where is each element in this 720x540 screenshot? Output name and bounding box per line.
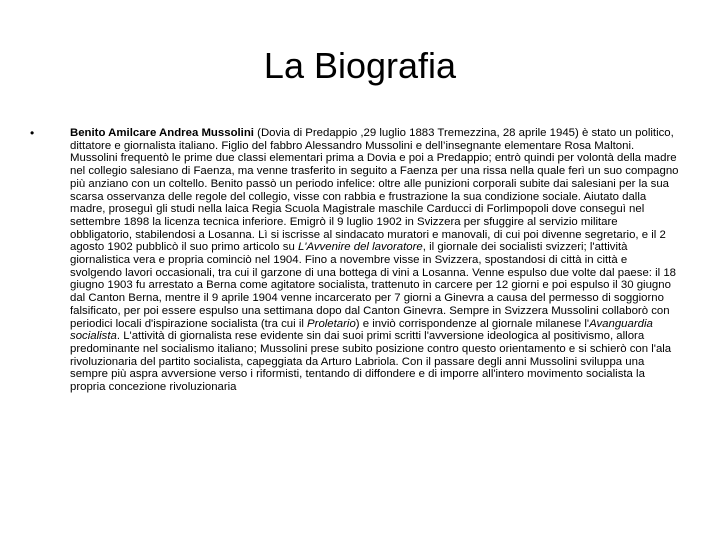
slide-title: La Biografia xyxy=(263,45,457,86)
newspaper-title-avanguardia: Avanguardia socialista xyxy=(70,317,653,343)
paragraph-text-1: (Dovia di Predappio ,29 luglio 1883 Tremezzina, 28 aprile 1945) è stato un politico, dittatore e giornalista italiano. Figlio del fabbro Alessandro Mussolini e dell’insegnante elementare Rosa Maltoni. Mussolini frequentò le prime due classi elementari prima a Dovia e poi a Predappio; entrò quindi per volontà della madre nel collegio salesiano di Faenza, ma venne trasferito in seguito a Faenza per una rissa nella quale ferì un suo compagno più anziano con un coltello. Benito passò un periodo infelice: oltre alle punizioni corporali subite dai salesiani per la sua scarsa osservanza delle regole del collegio, visse con rabbia e frustrazione la sua condizione sociale. Aiutato dalla madre, proseguì gli studi nella laica Regia Scuola Magistrale maschile Carducci di Forlimpopoli dove conseguì nel settembre 1898 la licenza tecnica inferiore. Emigrò il 9 luglio 1902 in Svizzera per sfuggire al servizio militare obbligatorio, stabilendosi a Losanna. Lì si iscrisse al sindacato muratori e manovali, di cui poi divenne segretario, e il 2 agosto 1902 pubblicò il suo primo articolo su xyxy=(70,127,679,254)
biography-paragraph xyxy=(70,127,682,394)
subject-name: Benito Amilcare Andrea Mussolini xyxy=(70,127,254,139)
paragraph-text-2: , il giornale dei socialisti svizzeri; l'attività giornalistica vera e propria cominciò nel 1904. Fino a novembre visse in Svizzera, spostandosi di città in città e svolgendo lavori occasionali, tra cui il garzone di una bottega di vini a Losanna. Venne espulso due volte dal paese: il 18 giugno 1903 fu arrestato a Berna come agitatore socialista, trattenuto in carcere per 12 giorni e poi espulso il 30 giugno dal Canton Berna, mentre il 9 aprile 1904 venne incarcerato per 7 giorni a Ginevra a causa del permesso di soggiorno falsificato, per poi essere espulso una settimana dopo dal Canton Ginevra. Sempre in Svizzera Mussolini collaborò con periodici locali d'ispirazione socialista (tra cui il xyxy=(70,241,677,330)
paragraph-text-3: ) e inviò corrispondenze al giornale milanese l' xyxy=(355,317,590,330)
bullet-point: • xyxy=(30,126,35,140)
newspaper-title-avvenire: L'Avvenire del lavoratore xyxy=(297,241,423,254)
bullet-list xyxy=(30,127,682,394)
paragraph-text-4: . L'attività di giornalista rese evidente sin dai suoi primi scritti l'avversione ideologica al positivismo, allora predominante nel socialismo italiano; Mussolini prese subito posizione contro questo orientamento e si schierò con l'ala rivoluzionaria del partito socialista, capeggiata da Arturo Labriola. Con il passare degli anni Mussolini sviluppa una sempre più aspra avversione verso i riformisti, tentando di diffondere e di imporre all'intero movimento socialista la propria concezione rivoluzionaria xyxy=(70,330,672,394)
newspaper-title-proletario: Proletario xyxy=(307,317,356,330)
list-item xyxy=(30,127,682,394)
